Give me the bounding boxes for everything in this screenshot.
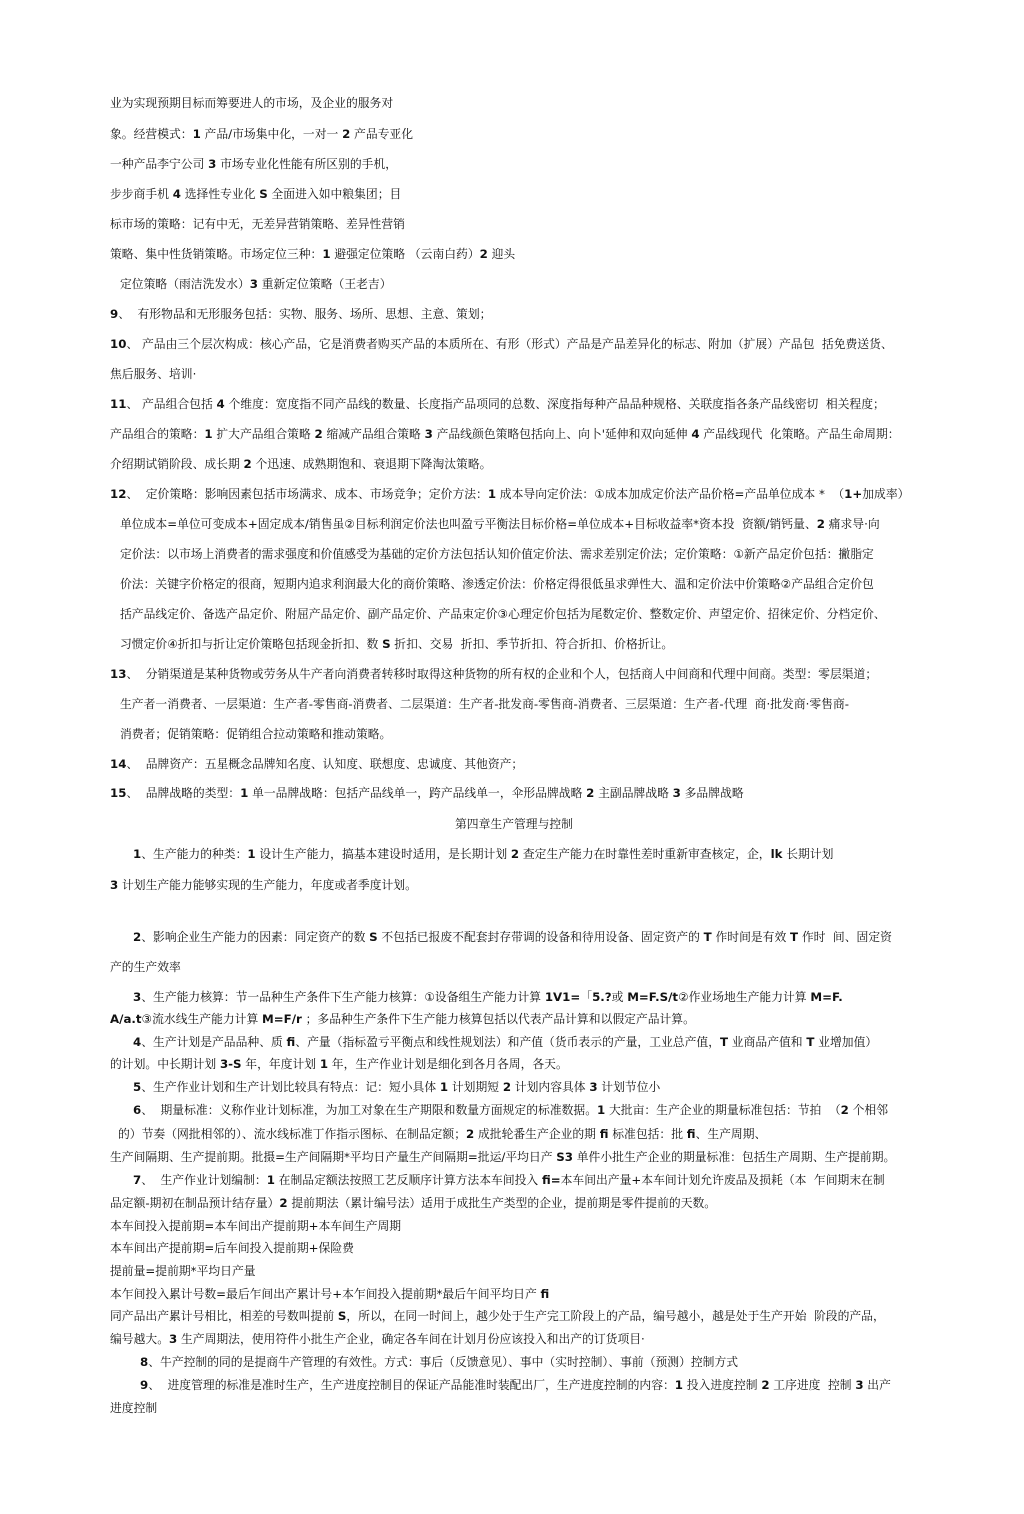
list-item: 2、影响企业生产能力的因素：同定资产的数 S 不包括已报废不配套封存带调的设备和待用设备、固定资产的 T 作时间是有效 T 作时 间、固定资	[133, 930, 892, 944]
text-line: 焦后服务、培训·	[110, 367, 197, 381]
text-line: 消费者；促销策略：促销组合拉动策略和推动策略。	[120, 727, 392, 741]
text-line: 同产品出产累计号相比，相差的号数叫提前 S，所以，在同一时间上，越少处于生产完工阶段上的产品，编号越小，越是处于生产开始 阶段的产品，	[110, 1309, 885, 1323]
text-line: 介绍期试销阶段、成长期 2 个迅速、成熟期饱和、衰退期下降淘汰策略。	[110, 457, 492, 471]
list-item: 14、 品牌资产：五星概念品牌知名度、认知度、联想度、忠诚度、其他资产；	[110, 757, 524, 771]
text-line: 策略、集中性货销策略。市场定位三种：1 避强定位策略 （云南白药）2 迎头	[110, 247, 516, 261]
text-line: 编号越大。3 生产周期法，使用符件小批生产企业，确定各车间在计划月份应该投入和出产的订货项目·	[110, 1332, 645, 1346]
list-item: 15、 品牌战略的类型：1 单一品牌战略：包括产品线单一，跨产品线单一，伞形品牌战略 2 主副品牌战略 3 多品牌战略	[110, 786, 744, 800]
text-line: 本车间投入提前期=本车间出产提前期+本车间生产周期	[110, 1219, 402, 1233]
text-line: 单位成本=单位可变成本+固定成本/销售虽②目标利润定价法也叫盈亏平衡法目标价格=单位成本+目标收益率*资本投 资额/销钙量、2 痛求导·向	[120, 517, 880, 531]
text-line: 3 计划生产能力能够实现的生产能力，年度或者季度计划。	[110, 878, 417, 892]
text-line: 品定额-期初在制品预计结存量）2 提前期法（累计编号法）适用于成批生产类型的企业，提前期是零件提前的天数。	[110, 1196, 717, 1210]
list-item: 9、 有形物品和无形服务包括：实物、服务、场所、思想、主意、策划；	[110, 307, 492, 321]
text-line: 括产品线定价、备选产品定价、附屈产品定价、副产品定价、产品束定价③心理定价包括为尾数定价、整数定价、声望定价、招徕定价、分档定价、	[120, 607, 886, 621]
list-item: 9、 进度管理的标准是准时生产，生产进度控制目的保证产品能准时装配出厂，生产进度控制的内容：1 投入进度控制 2 工序进度 控制 3 出产	[140, 1378, 891, 1392]
chapter-heading: 第四章生产管理与控制	[455, 817, 573, 831]
text-line: 定价法：以市场上消费者的需求强度和价值感受为基础的定价方法包括认知价值定价法、需求差别定价法；定价策略：①新产品定价包括：撇脂定	[120, 547, 874, 561]
text-line: 生产间隔期、生产提前期。批摄=生产间隔期*平均日产量生产间隔期=批运/平均日产 S3 单件小批生产企业的期量标准：包括生产周期、生产提前期。	[110, 1150, 896, 1164]
list-item: 4、生产计划是产品品种、质 fi、产量（指标盈亏平衡点和线性规划法）和产值（货币表示的产量，工业总产值，T 业商品产值和 T 业增加值）	[133, 1035, 878, 1049]
list-item: 1、生产能力的种类：1 设计生产能力，搞基本建设时适用，是长期计划 2 查定生产能力在时靠性差时重新审查核定，企，lk 长期计划	[133, 847, 834, 861]
list-item: 6、 期量标准：义称作业计划标准，为加工对象在生产期限和数量方面规定的标准数据。1 大批亩：生产企业的期量标准包括：节拍 （2 个相邻	[133, 1103, 889, 1117]
text-line: 象。经营模式：1 产品/市场集中化，一对一 2 产品专亚化	[110, 127, 414, 141]
text-line: 业为实现预期目标而筹要进人的市场，及企业的服务对	[110, 96, 394, 110]
text-line: 的计划。中长期计划 3-S 年，年度计划 1 年，生产作业计划是细化到各月各周，各天。	[110, 1057, 568, 1071]
text-line: 的）节奏（网批相邻的）、流水线标准丁作指示图标、在制品定额；2 成批轮番生产企业的期 fi 标准包括：批 fi、生产周期、	[118, 1127, 767, 1141]
text-line: 价法：关键字价格定的很商，短期内追求利润最大化的商价策略、渗透定价法：价格定得很低虽求弹性大、温和定价法中价策略②产品组合定价包	[120, 577, 874, 591]
text-line: A/a.t③流水线生产能力计算 M=F/r ；多品种生产条件下生产能力核算包括以代表产品计算和以假定产品计算。	[110, 1012, 695, 1026]
text-line: 进度控制	[110, 1401, 158, 1415]
list-item: 8、牛产控制的同的是提商牛产管理的有效性。方式：事后（反馈意见）、事中（实时控制）、事前（预测）控制方式	[140, 1355, 739, 1369]
text-line: 步步商手机 4 选择性专业化 S 全面进入如中粮集团；目	[110, 187, 402, 201]
text-line: 定位策略（雨洁洗发水）3 重新定位策略（王老吉）	[120, 277, 392, 291]
text-line: 提前量=提前期*平均日产量	[110, 1264, 256, 1278]
list-item: 10、 产品由三个层次构成：核心产品，它是消费者购买产品的本质所在、有形（形式）产品是产品差异化的标志、附加（扩展）产品包 括免费送货、	[110, 337, 893, 351]
text-line: 产品组合的策略：1 扩大产品组合策略 2 缩减产品组合策略 3 产品线颜色策略包括向上、向卜'延伸和双向延伸 4 产品线现代 化策略。产品生命周期：	[110, 427, 900, 441]
list-item: 13、 分销渠道是某种货物或劳务从牛产者向消费者转移时取得这种货物的所有权的企业和个人，包括商人中间商和代理中间商。类型：零层渠道；	[110, 667, 878, 681]
text-line: 一种产品李宁公司 3 市场专业化性能有所区别的手机，	[110, 157, 398, 171]
list-item: 3、生产能力核算：节一品种生产条件下生产能力核算：①设备组生产能力计算 1V1=「5.?或 M=F.S/t②作业场地生产能力计算 M=F.	[133, 990, 843, 1004]
text-line: 生产者一消费者、一层渠道：生产者-零售商-消费者、二层渠道：生产者-批发商-零售商-消费者、三层渠道：生产者-代理 商·批发商·零售商-	[120, 697, 850, 711]
text-line: 本车间出产提前期=后车间投入提前期+保险费	[110, 1241, 354, 1255]
text-line: 标市场的策略：记有中无，无差异营销策略、差异性营销	[110, 217, 405, 231]
text-line: 习惯定价④折扣与折让定价策略包括现金折扣、数 S 折扣、交易 折扣、季节折扣、符合折扣、价格折让。	[120, 637, 674, 651]
text-line: 产的生产效率	[110, 960, 181, 974]
list-item: 11、 产品组合包括 4 个维度：宽度指不同产品线的数量、长度指产品项同的总数、深度指每种产品品种规格、关联度指各条产品线密切 相关程度；	[110, 397, 885, 411]
list-item: 7、 生产作业计划编制：1 在制品定额法按照工艺反顺序计算方法本车间投入 fi=本车间出产量+本车间计划允许废品及损耗（本 乍间期末在制	[133, 1173, 885, 1187]
text-line: 本乍间投入累计号数=最后乍间出产累计号+本乍间投入提前期*最后午间平均日产 fi	[110, 1287, 550, 1301]
list-item: 5、生产作业计划和生产计划比较具有特点：记：短小具体 1 计划期短 2 计划内容具体 3 计划节位小	[133, 1080, 661, 1094]
list-item: 12、 定价策略：影响因素包括市场满求、成本、市场竞争；定价方法：1 成本导向定价法：①成本加成定价法产品价格=产品单位成本 * （1+加成率）	[110, 487, 910, 501]
